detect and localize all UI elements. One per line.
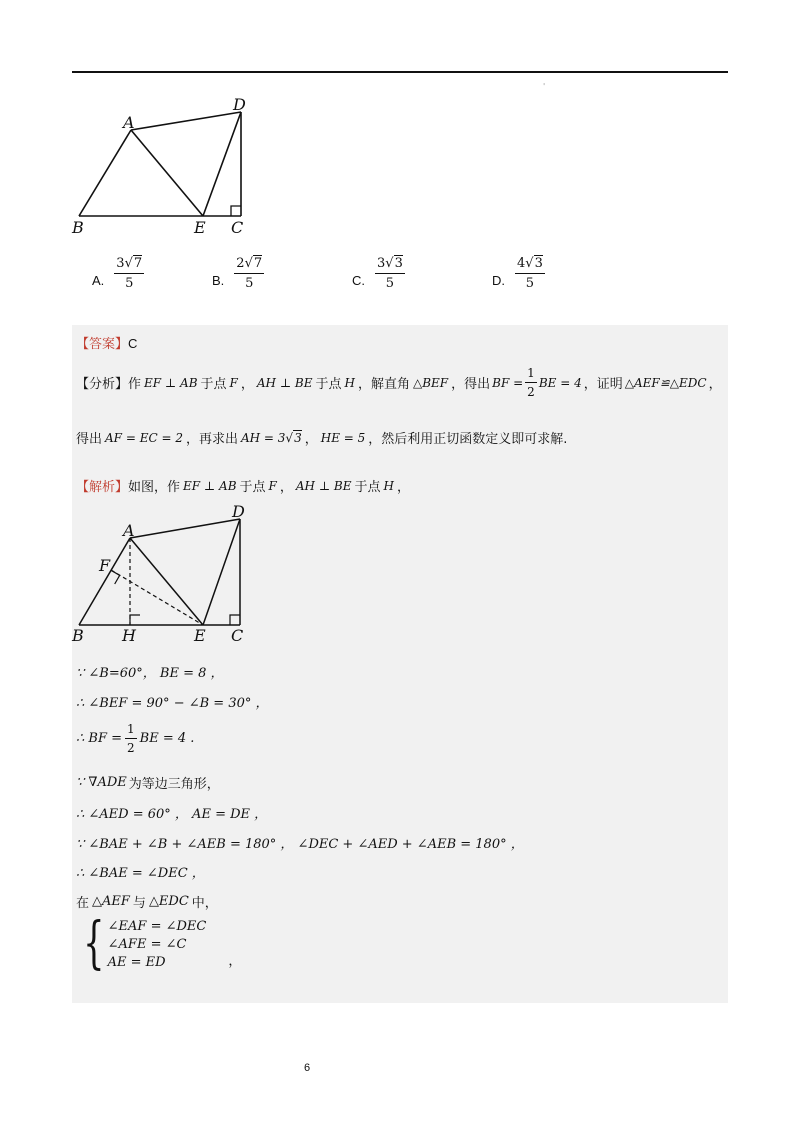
analysis-half-fraction: $\frac{1}{2}$ [527,366,535,399]
label2-B: B [72,626,84,644]
option-a: A. $\frac{3√7}{5}$ [92,256,143,291]
option-d: D. $\frac{4√3}{5}$ [492,256,543,291]
step-3-fraction: $\frac{1}{2}$ [127,722,135,755]
step-5: ∴ ∠AED = 60° ， AE = DE ， [76,807,268,822]
answer-line [76,333,137,352]
option-c: C. $\frac{3√3}{5}$ [352,256,403,291]
solution-tag: 【解析】 [76,480,129,495]
page-number: 6 [303,1062,311,1074]
option-b-fraction: $\frac{2√7}{5}$ [236,256,263,291]
brace-icon: { [83,911,105,976]
step-7: ∴ ∠BAE = ∠DEC ， [76,866,205,881]
congruence-system [76,911,242,976]
answer-options [0,256,800,300]
label2-A: A [123,521,135,540]
step-6: ∵ ∠BAE + ∠B + ∠AEB = 180° ， ∠DEC + ∠AED + ∠AEB = 180° ， [76,837,524,852]
step-1: ∵ ∠B=60°， BE = 8 ， [76,666,224,681]
label-D: D [233,95,246,114]
label-B: B [72,218,84,237]
system-row-3: AE = ED [107,954,166,970]
label2-E: E [194,626,206,644]
step-2: ∴ ∠BEF = 90° − ∠B = 30° ， [76,696,269,711]
analysis-tag: 【分析】 [76,377,129,392]
header-mark: ' [543,82,546,91]
option-d-fraction: $\frac{4√3}{5}$ [517,256,543,291]
label-E: E [194,218,206,237]
solution-intro: 【解析】 如图，作 EF ⊥ AB 于点 F ， AH ⊥ BE 于点 H ， [76,476,410,495]
answer-tag: 【答案】 [76,337,129,352]
label2-H: H [122,626,136,644]
figure-geometry-2 [70,498,250,644]
label2-C: C [231,626,244,644]
label2-F: F [99,556,111,575]
system-end: ， [228,953,242,969]
label2-D: D [232,502,245,521]
label-A: A [123,113,135,132]
step-4: ∵ ∇ ADE 为等边三角形， [76,775,220,792]
header-rule [72,71,728,73]
analysis-line-2: 得出 AF = EC = 2 ，再求出 AH = 3 √ 3 ， HE = 5 ，然后利用正切函数定义即可求解. [76,430,568,447]
step-3: ∴ BF = $\frac{1}{2}$ BE = 4 . [76,722,195,755]
label-C: C [231,218,244,237]
option-a-fraction: $\frac{3√7}{5}$ [116,256,143,291]
option-c-fraction: $\frac{3√3}{5}$ [377,256,403,291]
system-row-2: ∠AFE = ∠C [107,936,187,952]
system-row-1: ∠EAF = ∠DEC [107,918,207,934]
analysis-line-1: 【分析】 作 EF ⊥ AB 于点 F ， AH ⊥ BE 于点 H ，解直角 △BEF ，得出 BF = $\frac{1}{2}$ BE = 4 ，证明 △AEF≌△EDC ， [76,366,722,399]
figure-geometry-1 [62,90,262,240]
option-b: B. $\frac{2√7}{5}$ [212,256,263,291]
step-8: 在 △AEF 与 △EDC 中， [76,894,218,911]
answer-value: C [128,336,138,351]
